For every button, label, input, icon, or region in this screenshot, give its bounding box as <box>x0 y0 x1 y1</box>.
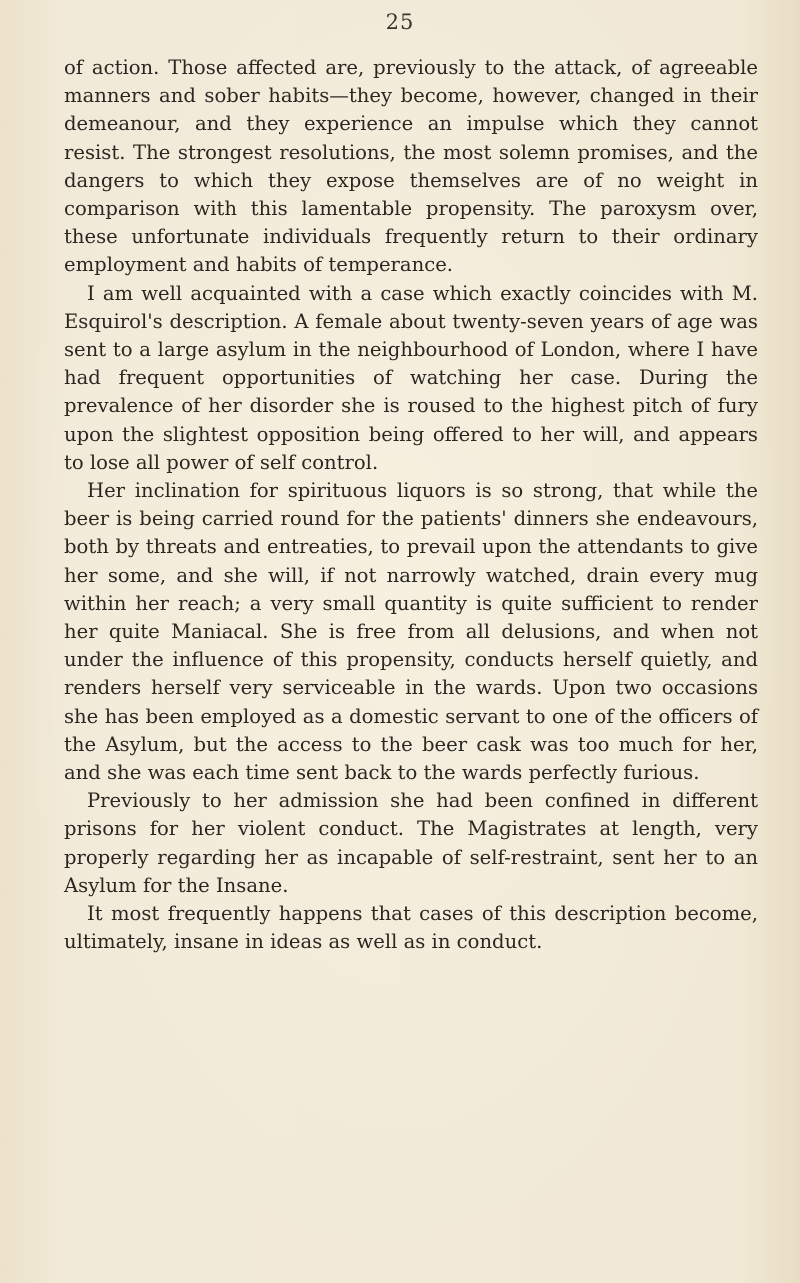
paragraph-4: Previously to her admission she had been confined in different prisons for her violent conduct. The Magistrates at length, very properly regarding her as incapable of self-restraint, sent her to an Asylum for the Insane. <box>64 789 758 897</box>
paragraph-1: of action. Those affected are, previously to the attack, of agreeable manners and sober habits—they become, however, changed in their demeanour, and they experience an impulse which they cannot resist. The strongest resolutions, the most solemn promises, and the dangers to which they expose themselves are of no weight in comparison with this lamentable propensity. The paroxysm over, these unfortunate individuals frequently return to their ordinary employment and habits of temperance. <box>64 56 758 277</box>
body-text <box>64 54 758 957</box>
paragraph-5: It most frequently happens that cases of this description become, ultimately, insane in ideas as well as in conduct. <box>64 902 758 954</box>
paragraph-3: Her inclination for spirituous liquors is so strong, that while the beer is being carried round for the patients' dinners she endeavours, both by threats and entreaties, to prevail upon the attendants to give her some, and she will, if not narrowly watched, drain every mug within her reach; a very small quantity is quite sufficient to render her quite Maniacal. She is free from all delusions, and when not under the influence of this propensity, conducts herself quietly, and renders herself very serviceable in the wards. Upon two occasions she has been employed as a domestic servant to one of the officers of the Asylum, but the access to the beer cask was too much for her, and she was each time sent back to the wards perfectly furious. <box>64 479 758 785</box>
paragraph-2: I am well acquainted with a case which exactly coincides with M. Esquirol's description. A female about twenty-seven years of age was sent to a large asylum in the neighbourhood of London, where I have had frequent opportunities of watching her case. During the prevalence of her disorder she is roused to the highest pitch of fury upon the slightest opposition being offered to her will, and appears to lose all power of self control. <box>64 281 758 474</box>
page-number: 25 <box>385 10 415 34</box>
